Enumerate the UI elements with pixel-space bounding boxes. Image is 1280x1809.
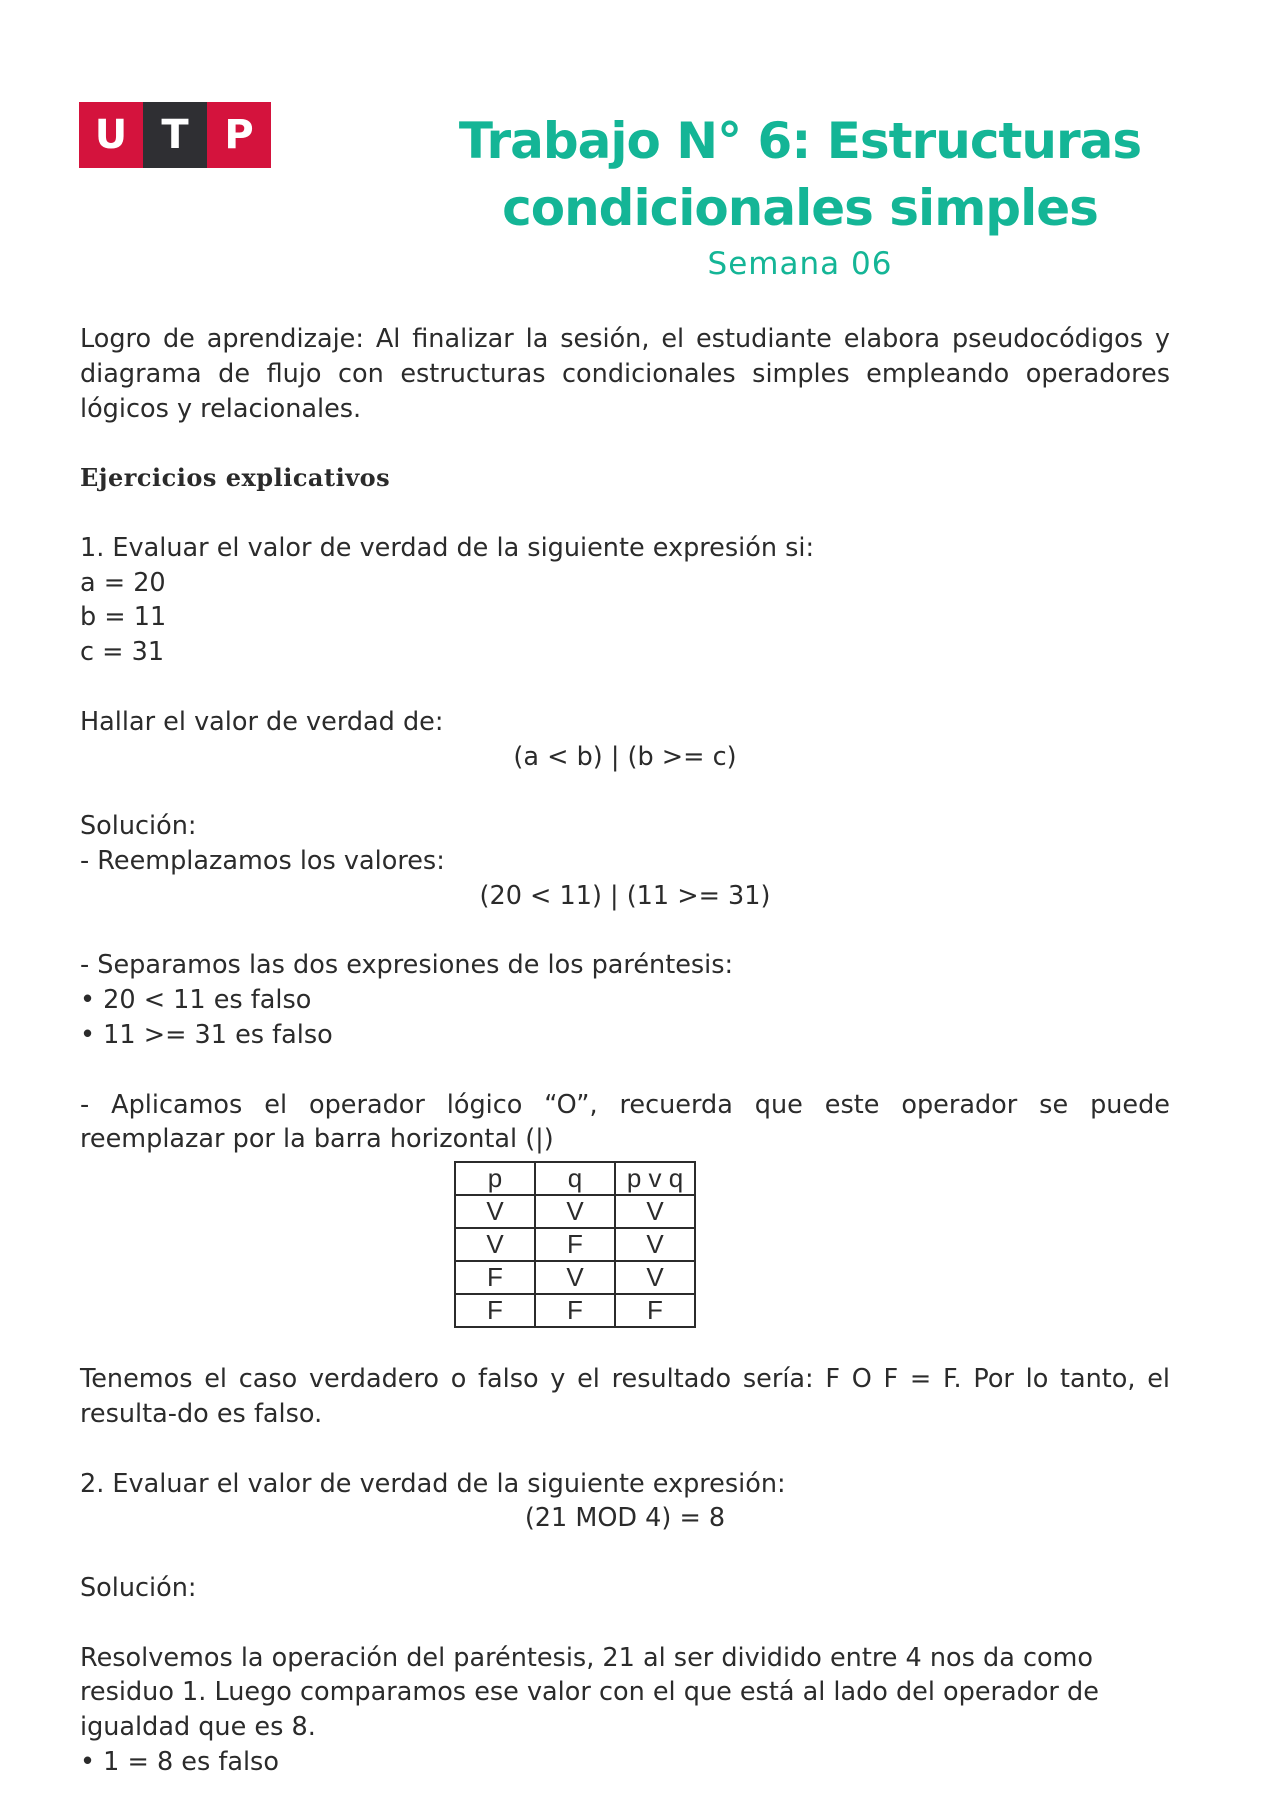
truth-table-cell: F	[455, 1261, 535, 1294]
truth-table-header-row	[455, 1162, 695, 1195]
truth-table-row	[455, 1261, 695, 1294]
utp-logo	[79, 102, 271, 168]
logo-letter-t: T	[143, 102, 207, 168]
exercise1-var-c: c = 31	[80, 637, 165, 668]
page-subtitle: Semana 06	[707, 246, 893, 282]
exercise1-var-b: b = 11	[80, 602, 167, 633]
document-body	[80, 322, 1170, 1780]
exercise1-bullet-1: • 20 < 11 es falso	[80, 985, 312, 1016]
exercise1-find-label: Hallar el valor de verdad de:	[80, 706, 444, 737]
exercise1-step1: - Reemplazamos los valores:	[80, 845, 445, 876]
truth-table-cell: F	[535, 1228, 615, 1261]
truth-table-header: p v q	[615, 1162, 695, 1195]
exercise2-explanation: Resolvemos la operación del paréntesis, 21 al ser dividido entre 4 nos da como residuo 1. Luego comparamos ese valor con el que está al lado del operador de igualdad que es 8.	[80, 1642, 1099, 1743]
truth-table-header: q	[535, 1162, 615, 1195]
truth-table-cell: V	[455, 1228, 535, 1261]
exercise1-solution-label: Solución:	[80, 811, 197, 842]
truth-table-cell: V	[535, 1195, 615, 1228]
truth-table-cell: V	[615, 1195, 695, 1228]
exercise2-statement: 2. Evaluar el valor de verdad de la siguiente expresión:	[80, 1468, 786, 1499]
logo-letter-u: U	[79, 102, 143, 168]
exercise1-step3: - Aplicamos el operador lógico “O”, recuerda que este operador se puede reemplazar por la barra horizontal (|)	[80, 1089, 1170, 1155]
exercise2-bullet: • 1 = 8 es falso	[80, 1746, 279, 1777]
exercise1-expression: (a < b) | (b >= c)	[513, 741, 737, 772]
learning-goal: Logro de aprendizaje: Al finalizar la sesión, el estudiante elabora pseudocódigos y diagrama de flujo con estructuras condicionales simples empleando operadores lógicos y relacionales.	[80, 324, 1170, 424]
truth-table	[454, 1161, 696, 1328]
exercise1-conclusion: Tenemos el caso verdadero o falso y el resultado sería: F O F = F. Por lo tanto, el resulta-do es falso.	[80, 1364, 1170, 1429]
exercise1-replaced-expression: (20 < 11) | (11 >= 31)	[479, 880, 771, 911]
truth-table-row	[455, 1228, 695, 1261]
exercise2-expression: (21 MOD 4) = 8	[524, 1503, 726, 1534]
page-title-line2: condicionales simples	[502, 179, 1098, 237]
truth-table-cell: F	[615, 1294, 695, 1327]
truth-table-cell: F	[455, 1294, 535, 1327]
truth-table-cell: V	[535, 1261, 615, 1294]
exercise2-solution-label: Solución:	[80, 1572, 197, 1603]
truth-table-row	[455, 1195, 695, 1228]
page-title	[390, 108, 1210, 242]
truth-table-row	[455, 1294, 695, 1327]
truth-table-cell: V	[615, 1228, 695, 1261]
truth-table-cell: V	[615, 1261, 695, 1294]
section-heading: Ejercicios explicativos	[80, 463, 391, 493]
truth-table-cell: V	[455, 1195, 535, 1228]
truth-table-header: p	[455, 1162, 535, 1195]
exercise1-step2: - Separamos las dos expresiones de los paréntesis:	[80, 950, 734, 981]
logo-letter-p: P	[207, 102, 271, 168]
truth-table-cell: F	[535, 1294, 615, 1327]
page-title-line1: Trabajo N° 6: Estructuras	[458, 112, 1142, 170]
exercise1-var-a: a = 20	[80, 567, 166, 598]
exercise1-bullet-2: • 11 >= 31 es falso	[80, 1019, 333, 1050]
exercise1-statement: 1. Evaluar el valor de verdad de la siguiente expresión si:	[80, 532, 815, 563]
